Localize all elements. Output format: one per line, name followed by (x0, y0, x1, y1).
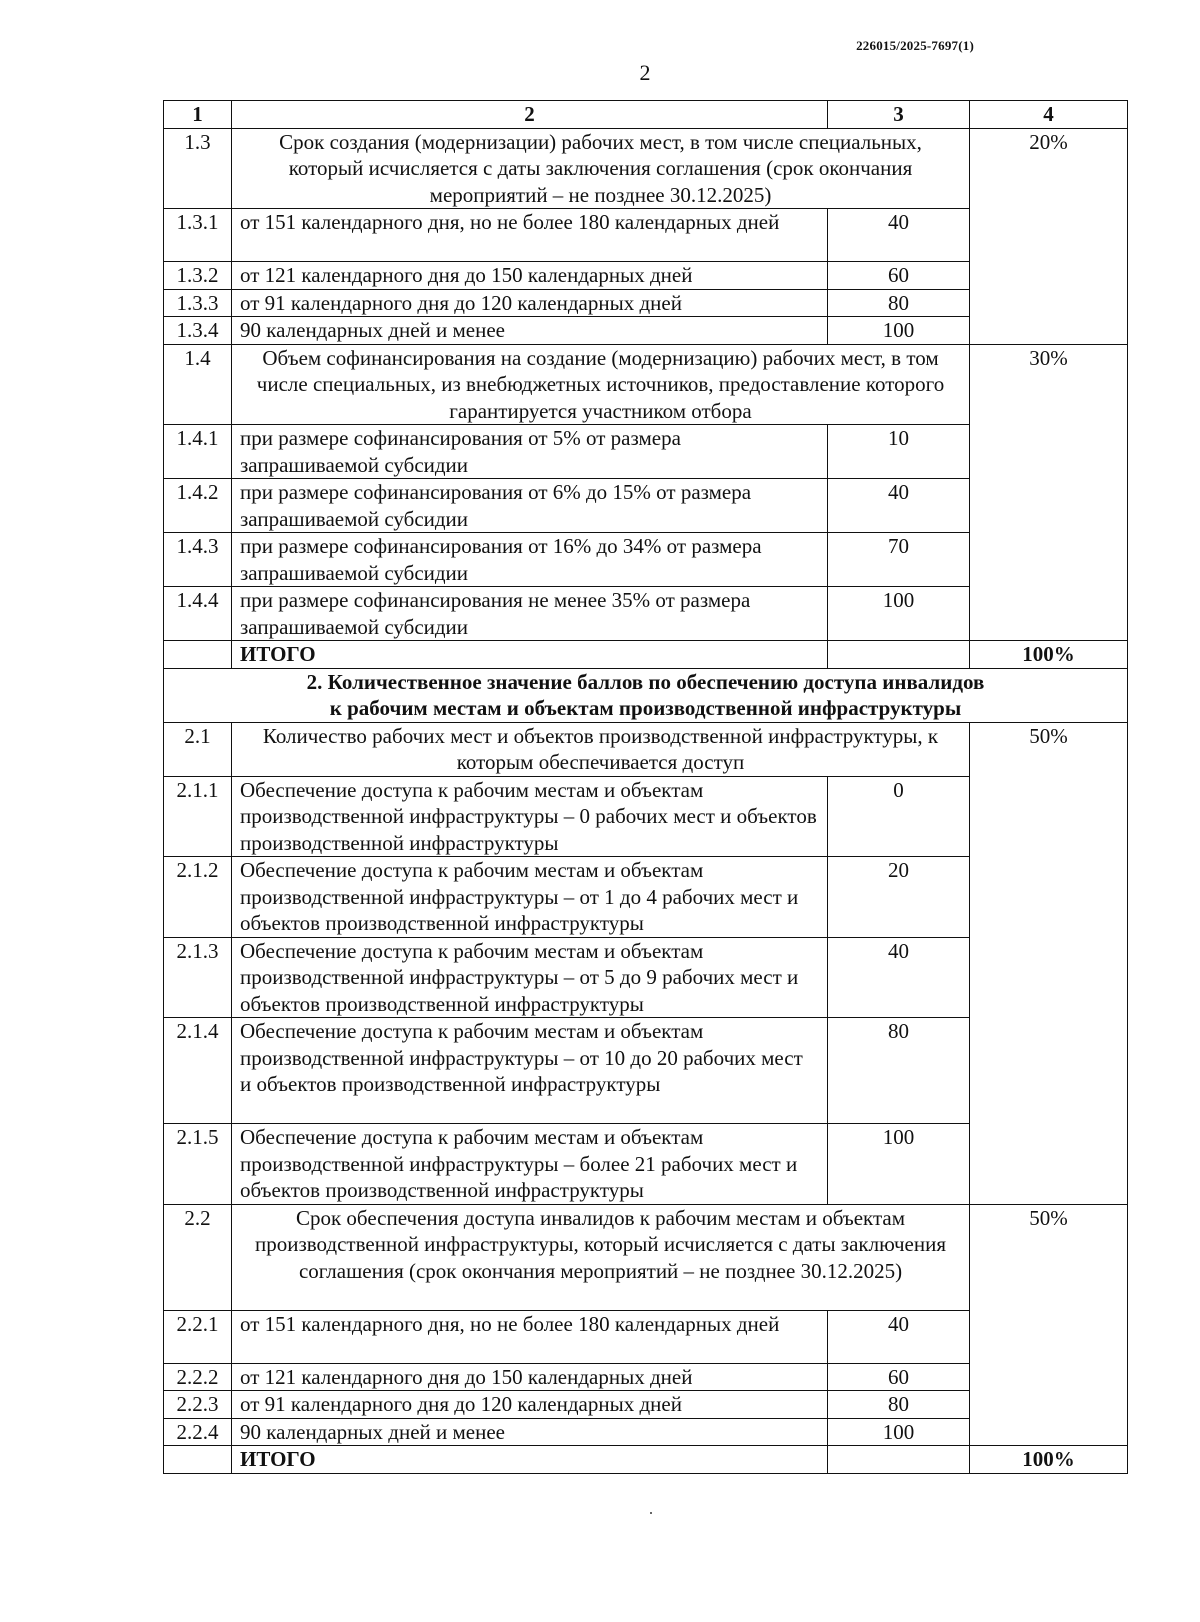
row-number: 1.4.1 (164, 425, 232, 479)
criterion-title: Объем софинансирования на создание (модернизацию) рабочих мест, в том числе специальных, из внебюджетных источников, предоставление которого гарантируется участником отбора (232, 344, 970, 425)
empty-cell (164, 641, 232, 669)
row-description: Обеспечение доступа к рабочим местам и объектам производственной инфраструктуры – от 1 до 4 рабочих мест и объектов производственной инфраструктуры (232, 857, 828, 938)
row-description: Обеспечение доступа к рабочим местам и объектам производственной инфраструктуры – более 21 рабочих мест и объектов производственной инфраструктуры (232, 1124, 828, 1205)
header-col-3: 3 (828, 101, 970, 129)
row-score: 20 (828, 857, 970, 938)
row-score: 100 (828, 317, 970, 345)
total-weight: 100% (970, 1446, 1128, 1474)
row-score: 60 (828, 1363, 970, 1391)
total-label: ИТОГО (232, 1446, 828, 1474)
empty-cell (828, 1446, 970, 1474)
row-number: 2.1.2 (164, 857, 232, 938)
row-description: от 121 календарного дня до 150 календарных дней (232, 1363, 828, 1391)
row-description: при размере софинансирования от 6% до 15% от размера запрашиваемой субсидии (232, 479, 828, 533)
row-number: 2.1.4 (164, 1018, 232, 1124)
row-number: 2.2.1 (164, 1310, 232, 1363)
document-number: 226015/2025-7697(1) (856, 38, 974, 53)
row-score: 40 (828, 937, 970, 1018)
total-weight: 100% (970, 641, 1128, 669)
criterion-title: Срок обеспечения доступа инвалидов к рабочим местам и объектам производственной инфраструктуры, который исчисляется с даты заключения соглашения (срок окончания мероприятий – не позднее 30.12.2025) (232, 1204, 970, 1310)
row-score: 70 (828, 533, 970, 587)
row-description: при размере софинансирования от 5% от размера запрашиваемой субсидии (232, 425, 828, 479)
header-col-2: 2 (232, 101, 828, 129)
row-description: при размере софинансирования от 16% до 34% от размера запрашиваемой субсидии (232, 533, 828, 587)
criterion-weight: 20% (970, 128, 1128, 344)
criterion-title: Срок создания (модернизации) рабочих мест, в том числе специальных, который исчисляется с даты заключения соглашения (срок окончания мероприятий – не позднее 30.12.2025) (232, 128, 970, 209)
row-score: 100 (828, 1418, 970, 1446)
row-number: 2.1.1 (164, 776, 232, 857)
row-description: от 151 календарного дня, но не более 180 календарных дней (232, 1310, 828, 1363)
row-number: 1.4.2 (164, 479, 232, 533)
scoring-table (163, 100, 1128, 1474)
criterion-weight: 50% (970, 722, 1128, 1204)
row-number: 2.1.5 (164, 1124, 232, 1205)
row-number: 1.3.4 (164, 317, 232, 345)
row-number: 1.3.3 (164, 289, 232, 317)
row-description: при размере софинансирования не менее 35% от размера запрашиваемой субсидии (232, 587, 828, 641)
header-col-1: 1 (164, 101, 232, 129)
table-row (164, 128, 1128, 209)
criterion-weight: 50% (970, 1204, 1128, 1446)
row-number: 2.1.3 (164, 937, 232, 1018)
row-score: 80 (828, 289, 970, 317)
section-heading (164, 668, 1128, 722)
row-description: от 91 календарного дня до 120 календарных дней (232, 289, 828, 317)
row-score: 80 (828, 1018, 970, 1124)
row-number: 1.4.4 (164, 587, 232, 641)
total-row (164, 641, 1128, 669)
row-number: 2.2.2 (164, 1363, 232, 1391)
row-score: 10 (828, 425, 970, 479)
row-description: от 91 календарного дня до 120 календарных дней (232, 1391, 828, 1419)
row-number: 1.3 (164, 128, 232, 209)
row-description: 90 календарных дней и менее (232, 317, 828, 345)
row-number: 1.4 (164, 344, 232, 425)
table-header-row (164, 101, 1128, 129)
row-number: 2.2.4 (164, 1418, 232, 1446)
total-label: ИТОГО (232, 641, 828, 669)
row-number: 2.2 (164, 1204, 232, 1310)
row-description: 90 календарных дней и менее (232, 1418, 828, 1446)
row-number: 2.2.3 (164, 1391, 232, 1419)
row-number: 1.3.1 (164, 209, 232, 262)
row-score: 0 (828, 776, 970, 857)
criterion-weight: 30% (970, 344, 1128, 641)
scan-speck (650, 1512, 652, 1514)
row-score: 40 (828, 479, 970, 533)
row-score: 60 (828, 262, 970, 290)
row-description: от 121 календарного дня до 150 календарных дней (232, 262, 828, 290)
row-number: 1.3.2 (164, 262, 232, 290)
total-row (164, 1446, 1128, 1474)
row-description: Обеспечение доступа к рабочим местам и объектам производственной инфраструктуры – 0 рабочих мест и объектов производственной инфраструктуры (232, 776, 828, 857)
row-score: 40 (828, 209, 970, 262)
row-number: 1.4.3 (164, 533, 232, 587)
row-score: 80 (828, 1391, 970, 1419)
row-number: 2.1 (164, 722, 232, 776)
section-heading-line-1: 2. Количественное значение баллов по обеспечению доступа инвалидов (306, 669, 985, 694)
empty-cell (164, 1446, 232, 1474)
empty-cell (828, 641, 970, 669)
row-description: Обеспечение доступа к рабочим местам и объектам производственной инфраструктуры – от 5 до 9 рабочих мест и объектов производственной инфраструктуры (232, 937, 828, 1018)
row-score: 40 (828, 1310, 970, 1363)
row-description: от 151 календарного дня, но не более 180 календарных дней (232, 209, 828, 262)
section-heading-line-2: к рабочим местам и объектам производственной инфраструктуры (329, 696, 962, 720)
table-row (164, 1204, 1128, 1310)
row-score: 100 (828, 1124, 970, 1205)
header-col-4: 4 (970, 101, 1128, 129)
table-row (164, 722, 1128, 776)
table-row (164, 344, 1128, 425)
section-heading-row (164, 668, 1128, 722)
row-description: Обеспечение доступа к рабочим местам и объектам производственной инфраструктуры – от 10 до 20 рабочих мест и объектов производственной инфраструктуры (232, 1018, 828, 1124)
row-score: 100 (828, 587, 970, 641)
page-number: 2 (639, 60, 651, 85)
criterion-title: Количество рабочих мест и объектов производственной инфраструктуры, к которым обеспечивается доступ (232, 722, 970, 776)
